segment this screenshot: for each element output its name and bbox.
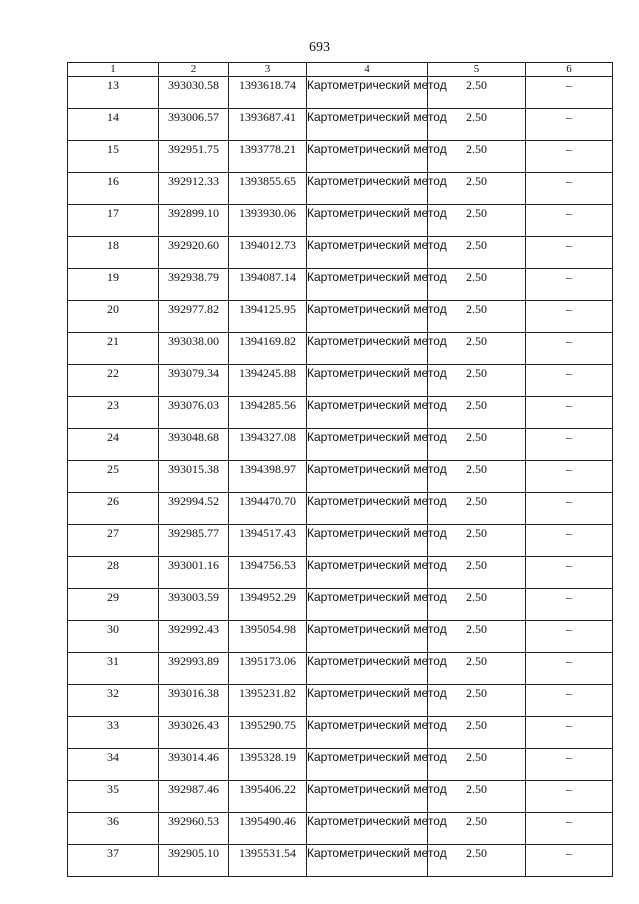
y-coordinate-cell: 1393778.21 — [229, 141, 307, 173]
method-cell: Картометрический метод — [307, 205, 428, 237]
method-cell: Картометрический метод — [307, 621, 428, 653]
table-row — [68, 685, 613, 717]
table-row — [68, 237, 613, 269]
accuracy-cell: 2.50 — [428, 525, 526, 557]
point-number-cell: 22 — [68, 365, 159, 397]
table-row — [68, 845, 613, 877]
accuracy-cell: 2.50 — [428, 781, 526, 813]
accuracy-cell: 2.50 — [428, 301, 526, 333]
table-row — [68, 557, 613, 589]
method-cell: Картометрический метод — [307, 653, 428, 685]
method-cell: Картометрический метод — [307, 301, 428, 333]
y-coordinate-cell: 1393930.06 — [229, 205, 307, 237]
note-cell: – — [526, 429, 613, 461]
point-number-cell: 37 — [68, 845, 159, 877]
point-number-cell: 23 — [68, 397, 159, 429]
accuracy-cell: 2.50 — [428, 749, 526, 781]
table-row — [68, 205, 613, 237]
table-row — [68, 461, 613, 493]
method-cell: Картометрический метод — [307, 461, 428, 493]
method-cell: Картометрический метод — [307, 525, 428, 557]
note-cell: – — [526, 813, 613, 845]
x-coordinate-cell: 393038.00 — [159, 333, 229, 365]
table-row — [68, 717, 613, 749]
x-coordinate-cell: 392920.60 — [159, 237, 229, 269]
table-row — [68, 333, 613, 365]
point-number-cell: 24 — [68, 429, 159, 461]
y-coordinate-cell: 1395290.75 — [229, 717, 307, 749]
method-cell: Картометрический метод — [307, 77, 428, 109]
note-cell: – — [526, 365, 613, 397]
x-coordinate-cell: 393015.38 — [159, 461, 229, 493]
point-number-cell: 28 — [68, 557, 159, 589]
x-coordinate-cell: 392938.79 — [159, 269, 229, 301]
note-cell: – — [526, 685, 613, 717]
accuracy-cell: 2.50 — [428, 397, 526, 429]
y-coordinate-cell: 1393618.74 — [229, 77, 307, 109]
header-col-1: 1 — [68, 63, 159, 77]
x-coordinate-cell: 392993.89 — [159, 653, 229, 685]
accuracy-cell: 2.50 — [428, 77, 526, 109]
x-coordinate-cell: 393030.58 — [159, 77, 229, 109]
method-cell: Картометрический метод — [307, 365, 428, 397]
accuracy-cell: 2.50 — [428, 685, 526, 717]
table-row — [68, 749, 613, 781]
note-cell: – — [526, 77, 613, 109]
y-coordinate-cell: 1395490.46 — [229, 813, 307, 845]
accuracy-cell: 2.50 — [428, 813, 526, 845]
point-number-cell: 35 — [68, 781, 159, 813]
table-body — [68, 77, 613, 877]
point-number-cell: 17 — [68, 205, 159, 237]
x-coordinate-cell: 393014.46 — [159, 749, 229, 781]
y-coordinate-cell: 1394952.29 — [229, 589, 307, 621]
x-coordinate-cell: 392899.10 — [159, 205, 229, 237]
point-number-cell: 18 — [68, 237, 159, 269]
x-coordinate-cell: 393026.43 — [159, 717, 229, 749]
accuracy-cell: 2.50 — [428, 269, 526, 301]
note-cell: – — [526, 237, 613, 269]
accuracy-cell: 2.50 — [428, 237, 526, 269]
y-coordinate-cell: 1394327.08 — [229, 429, 307, 461]
point-number-cell: 16 — [68, 173, 159, 205]
method-cell: Картометрический метод — [307, 269, 428, 301]
table-row — [68, 269, 613, 301]
x-coordinate-cell: 392977.82 — [159, 301, 229, 333]
x-coordinate-cell: 393001.16 — [159, 557, 229, 589]
point-number-cell: 21 — [68, 333, 159, 365]
table-row — [68, 173, 613, 205]
accuracy-cell: 2.50 — [428, 557, 526, 589]
accuracy-cell: 2.50 — [428, 429, 526, 461]
y-coordinate-cell: 1394285.56 — [229, 397, 307, 429]
method-cell: Картометрический метод — [307, 173, 428, 205]
method-cell: Картометрический метод — [307, 429, 428, 461]
y-coordinate-cell: 1395173.06 — [229, 653, 307, 685]
x-coordinate-cell: 393048.68 — [159, 429, 229, 461]
point-number-cell: 20 — [68, 301, 159, 333]
note-cell: – — [526, 557, 613, 589]
note-cell: – — [526, 109, 613, 141]
note-cell: – — [526, 333, 613, 365]
accuracy-cell: 2.50 — [428, 205, 526, 237]
x-coordinate-cell: 392905.10 — [159, 845, 229, 877]
point-number-cell: 30 — [68, 621, 159, 653]
x-coordinate-cell: 392994.52 — [159, 493, 229, 525]
method-cell: Картометрический метод — [307, 493, 428, 525]
y-coordinate-cell: 1394756.53 — [229, 557, 307, 589]
y-coordinate-cell: 1395328.19 — [229, 749, 307, 781]
x-coordinate-cell: 392985.77 — [159, 525, 229, 557]
x-coordinate-cell: 393079.34 — [159, 365, 229, 397]
accuracy-cell: 2.50 — [428, 365, 526, 397]
table-row — [68, 653, 613, 685]
table-row — [68, 397, 613, 429]
table-header — [68, 63, 613, 77]
point-number-cell: 13 — [68, 77, 159, 109]
y-coordinate-cell: 1394517.43 — [229, 525, 307, 557]
note-cell: – — [526, 621, 613, 653]
x-coordinate-cell: 392992.43 — [159, 621, 229, 653]
point-number-cell: 33 — [68, 717, 159, 749]
point-number-cell: 32 — [68, 685, 159, 717]
x-coordinate-cell: 392987.46 — [159, 781, 229, 813]
note-cell: – — [526, 141, 613, 173]
table-row — [68, 429, 613, 461]
accuracy-cell: 2.50 — [428, 653, 526, 685]
table-row — [68, 781, 613, 813]
note-cell: – — [526, 461, 613, 493]
accuracy-cell: 2.50 — [428, 141, 526, 173]
x-coordinate-cell: 393006.57 — [159, 109, 229, 141]
method-cell: Картометрический метод — [307, 557, 428, 589]
page-number: 693 — [309, 40, 330, 55]
y-coordinate-cell: 1394470.70 — [229, 493, 307, 525]
method-cell: Картометрический метод — [307, 109, 428, 141]
table-row — [68, 813, 613, 845]
x-coordinate-cell: 392960.53 — [159, 813, 229, 845]
header-col-6: 6 — [526, 63, 613, 77]
note-cell: – — [526, 845, 613, 877]
header-col-4: 4 — [307, 63, 428, 77]
y-coordinate-cell: 1395054.98 — [229, 621, 307, 653]
y-coordinate-cell: 1394012.73 — [229, 237, 307, 269]
accuracy-cell: 2.50 — [428, 493, 526, 525]
header-col-3: 3 — [229, 63, 307, 77]
note-cell: – — [526, 525, 613, 557]
y-coordinate-cell: 1393687.41 — [229, 109, 307, 141]
x-coordinate-cell: 393076.03 — [159, 397, 229, 429]
method-cell: Картометрический метод — [307, 781, 428, 813]
header-col-2: 2 — [159, 63, 229, 77]
table-row — [68, 525, 613, 557]
note-cell: – — [526, 301, 613, 333]
x-coordinate-cell: 392912.33 — [159, 173, 229, 205]
table-row — [68, 141, 613, 173]
y-coordinate-cell: 1394087.14 — [229, 269, 307, 301]
note-cell: – — [526, 397, 613, 429]
header-col-5: 5 — [428, 63, 526, 77]
table-row — [68, 109, 613, 141]
y-coordinate-cell: 1395406.22 — [229, 781, 307, 813]
coordinates-table — [67, 62, 613, 877]
point-number-cell: 34 — [68, 749, 159, 781]
accuracy-cell: 2.50 — [428, 621, 526, 653]
point-number-cell: 19 — [68, 269, 159, 301]
table-row — [68, 589, 613, 621]
method-cell: Картометрический метод — [307, 813, 428, 845]
y-coordinate-cell: 1394125.95 — [229, 301, 307, 333]
point-number-cell: 36 — [68, 813, 159, 845]
point-number-cell: 15 — [68, 141, 159, 173]
table-row — [68, 301, 613, 333]
note-cell: – — [526, 717, 613, 749]
header-row — [68, 63, 613, 77]
note-cell: – — [526, 653, 613, 685]
method-cell: Картометрический метод — [307, 845, 428, 877]
y-coordinate-cell: 1395231.82 — [229, 685, 307, 717]
y-coordinate-cell: 1395531.54 — [229, 845, 307, 877]
note-cell: – — [526, 493, 613, 525]
y-coordinate-cell: 1393855.65 — [229, 173, 307, 205]
x-coordinate-cell: 393003.59 — [159, 589, 229, 621]
table-row — [68, 77, 613, 109]
accuracy-cell: 2.50 — [428, 845, 526, 877]
note-cell: – — [526, 781, 613, 813]
x-coordinate-cell: 392951.75 — [159, 141, 229, 173]
accuracy-cell: 2.50 — [428, 333, 526, 365]
method-cell: Картометрический метод — [307, 717, 428, 749]
method-cell: Картометрический метод — [307, 397, 428, 429]
note-cell: – — [526, 269, 613, 301]
table-row — [68, 621, 613, 653]
method-cell: Картометрический метод — [307, 333, 428, 365]
point-number-cell: 31 — [68, 653, 159, 685]
table-row — [68, 493, 613, 525]
point-number-cell: 25 — [68, 461, 159, 493]
y-coordinate-cell: 1394245.88 — [229, 365, 307, 397]
accuracy-cell: 2.50 — [428, 717, 526, 749]
accuracy-cell: 2.50 — [428, 461, 526, 493]
accuracy-cell: 2.50 — [428, 109, 526, 141]
method-cell: Картометрический метод — [307, 141, 428, 173]
note-cell: – — [526, 173, 613, 205]
accuracy-cell: 2.50 — [428, 589, 526, 621]
point-number-cell: 14 — [68, 109, 159, 141]
point-number-cell: 29 — [68, 589, 159, 621]
accuracy-cell: 2.50 — [428, 173, 526, 205]
x-coordinate-cell: 393016.38 — [159, 685, 229, 717]
method-cell: Картометрический метод — [307, 237, 428, 269]
point-number-cell: 26 — [68, 493, 159, 525]
note-cell: – — [526, 589, 613, 621]
method-cell: Картометрический метод — [307, 685, 428, 717]
method-cell: Картометрический метод — [307, 749, 428, 781]
point-number-cell: 27 — [68, 525, 159, 557]
note-cell: – — [526, 205, 613, 237]
note-cell: – — [526, 749, 613, 781]
y-coordinate-cell: 1394398.97 — [229, 461, 307, 493]
table-row — [68, 365, 613, 397]
y-coordinate-cell: 1394169.82 — [229, 333, 307, 365]
method-cell: Картометрический метод — [307, 589, 428, 621]
